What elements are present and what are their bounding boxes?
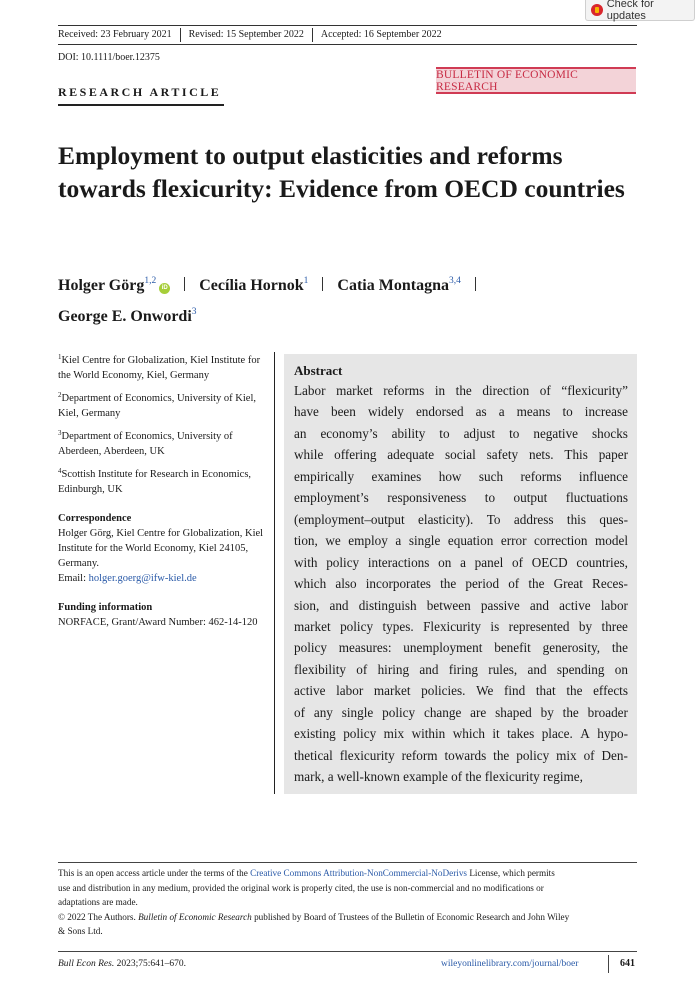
correspondence-text: Holger Görg, Kiel Centre for Globalization, Kiel Institute for the World Economy, Kiel 24105, Germany. <box>58 528 264 569</box>
footer-bottom-rule <box>58 951 637 952</box>
abstract-line: employment’s responsiveness to output fluctuations <box>294 490 628 506</box>
orcid-icon[interactable]: iD <box>159 283 170 294</box>
affiliation: $^2$Department of Economics, University of Kiel, Kiel, Germany <box>58 391 256 419</box>
article-title: Employment to output elasticities and reforms towards flexicurity: Evidence from OECD countries <box>58 141 625 203</box>
page-number-separator <box>608 955 609 973</box>
author-separator <box>475 277 476 291</box>
header-top-rule <box>58 25 637 26</box>
check-for-updates-label: Check for updates <box>606 0 654 22</box>
abstract-heading: Abstract <box>294 363 343 378</box>
abstract-line: of any single policy change are shaped by the broader <box>294 704 628 720</box>
article-dates <box>58 28 450 42</box>
abstract-line: existing policy mix within which it takes place. A hypo- <box>294 726 628 742</box>
footer-license: This is an open access article under the terms of the Creative Commons Attribution-NonCommercial-NoDerivs License, which permits use and distribution in any medium, provided the original work is properly cited, the use is non-commercial and no modifications or adaptations are made. © 2022 The Authors. Bulletin of Economic Research published by Board of Trustees of the Bulletin of Economic Research and John Wiley & Sons Ltd. <box>58 868 570 936</box>
abstract-line: have been widely endorsed as a means to increase <box>294 404 628 420</box>
author-separator <box>184 277 185 291</box>
abstract-line: sion, and distinguish between passive and active labor <box>294 597 628 613</box>
abstract-line: policy measures: unemployment benefit generosity, the <box>294 640 628 656</box>
left-column <box>58 350 266 630</box>
abstract-body <box>294 380 628 788</box>
abstract-line: market policy types. Flexicurity is represented by three <box>294 618 628 634</box>
abstract-box <box>284 354 637 794</box>
author[interactable]: George E. Onwordi$^3$ <box>58 307 197 325</box>
received-date: Received: 23 February 2021 <box>58 29 172 40</box>
abstract-line: thetical flexicurity reform towards the policy mix of Den- <box>294 747 628 763</box>
funding-text: NORFACE, Grant/Award Number: 462-14-120 <box>58 617 258 628</box>
column-divider <box>274 352 275 794</box>
author[interactable]: Holger Görg$^{1,2}$ <box>58 276 157 294</box>
article-type: RESEARCH ARTICLE <box>58 85 222 99</box>
journal-url-link[interactable]: wileyonlinelibrary.com/journal/boer <box>441 959 579 969</box>
author[interactable]: Catia Montagna$^{3,4}$ <box>337 276 461 294</box>
affiliation: $^3$Department of Economics, University of Aberdeen, Aberdeen, UK <box>58 429 233 457</box>
abstract-line: an economy’s ability to adjust to negative shocks <box>294 425 628 441</box>
accepted-date: Accepted: 16 September 2022 <box>312 28 450 42</box>
abstract-line: while offering adequate social safety nets. This paper <box>294 447 628 463</box>
revised-date: Revised: 15 September 2022 <box>180 28 312 42</box>
correspondence-label: Correspondence <box>58 513 132 524</box>
footer-rule <box>58 862 637 863</box>
crossmark-icon <box>591 4 603 16</box>
author[interactable]: Cecília Hornok$^1$ <box>199 276 309 294</box>
correspondence-email: Email: holger.goerg@ifw-kiel.de <box>58 573 197 584</box>
abstract-line: tion, we employ a single equation error correction model <box>294 533 628 549</box>
affiliation: $^1$Kiel Centre for Globalization, Kiel Institute for the World Economy, Kiel, Germany <box>58 353 261 381</box>
abstract-line: (employment–output elasticity). To address this ques- <box>294 511 628 527</box>
check-for-updates-button[interactable] <box>585 0 695 21</box>
abstract-line: active labor market policies. We find that the effects <box>294 683 628 699</box>
article-type-underline <box>58 104 224 106</box>
doi: DOI: 10.1111/boer.12375 <box>58 52 160 63</box>
abstract-line: flexibility of hiring and firing rules, and spending on <box>294 661 628 677</box>
abstract-line: Labor market reforms in the direction of “flexicurity” <box>294 383 628 398</box>
abstract-line: which also incorporates the period of the Great Reces- <box>294 576 628 592</box>
funding-label: Funding information <box>58 602 153 613</box>
affiliation: $^4$Scottish Institute for Research in Economics, Edinburgh, UK <box>58 467 252 495</box>
journal-banner: BULLETIN OF ECONOMIC RESEARCH <box>436 67 636 94</box>
license-link[interactable]: Creative Commons Attribution-NonCommercial-NoDerivs <box>250 868 468 878</box>
page-number: 641 <box>620 958 635 969</box>
author-list <box>58 268 638 330</box>
header-bottom-rule <box>58 44 637 45</box>
author-separator <box>322 277 323 291</box>
email-link[interactable]: holger.goerg@ifw-kiel.de <box>88 573 197 584</box>
abstract-line: with policy interactions on a panel of OECD countries, <box>294 554 628 570</box>
abstract-line: empirically examines how such reforms influence <box>294 468 628 484</box>
abstract-line: mark, a well-known example of the flexicurity regime, <box>294 769 583 785</box>
citation: Bull Econ Res. 2023;75:641–670. <box>58 959 186 969</box>
